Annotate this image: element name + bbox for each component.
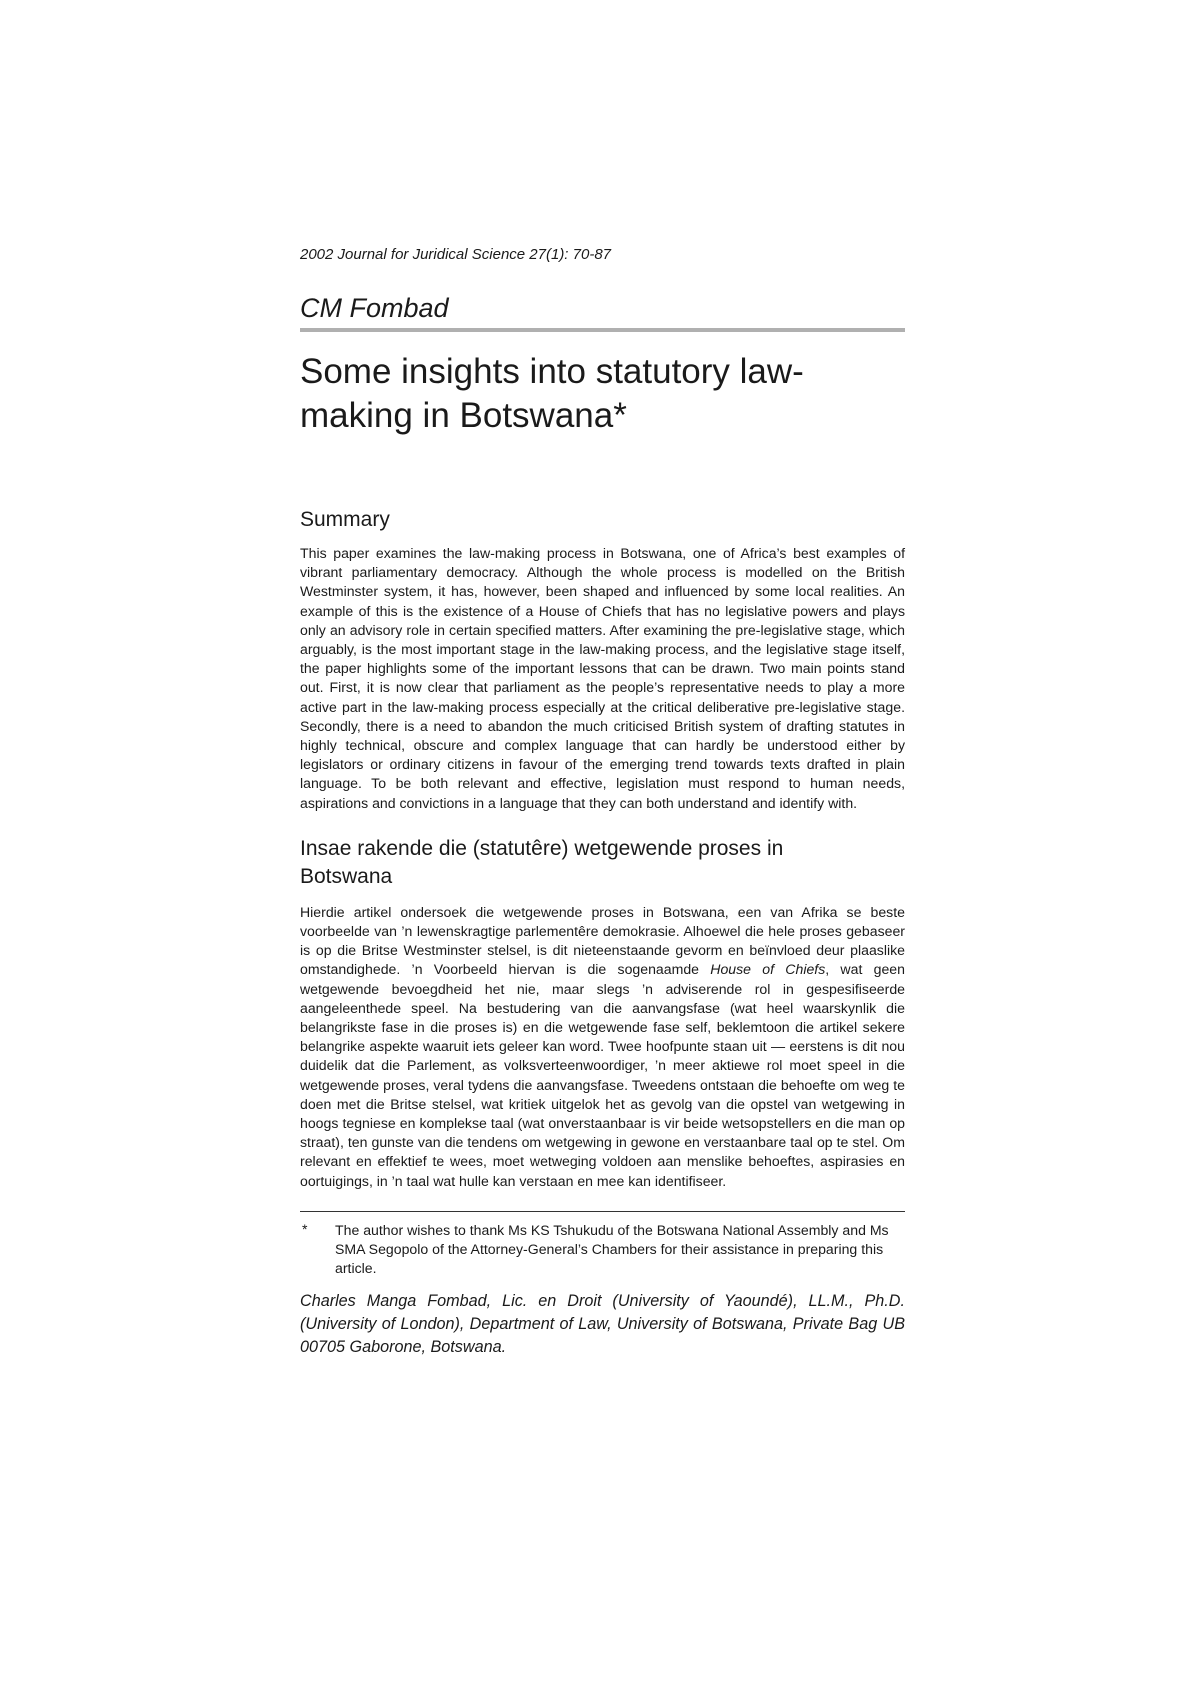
afrikaans-heading-line-2: Botswana — [300, 864, 393, 888]
summary-heading: Summary — [300, 508, 390, 531]
title-line-2: making in Botswana* — [300, 396, 627, 435]
afrikaans-text-part-1: Hierdie artikel ondersoek die wetgewende proses in Botswana, een van Afrika se beste voorbeelde van ’n lewenskragtige parlementêre demokrasie. Alhoewel die hele proses gebaseer is op die Britse Westminster stelsel, is dit nieteenstaande gevorm en beïnvloed deur plaaslike omstandighede. ’n Voorbeeld hiervan is die sogenaamde — [300, 903, 905, 978]
title-line-1: Some insights into statutory law- — [300, 352, 804, 391]
journal-reference: 2002 Journal for Juridical Science 27(1): 70-87 — [300, 246, 612, 263]
afrikaans-summary-text — [300, 903, 905, 1191]
footnote-mark: * — [302, 1220, 308, 1237]
afrikaans-text-part-2: , wat geen wetgewende bevoegdheid het nie, maar slegs ’n adviserende rol in gespesifiseerde aangeleenthede speel. Na bestudering van die aanvangsfase (wat heel waarskynlik die belangrikste fase in die proses is) en die wetgewende fase self, beklemtoon die artikel sekere belangrike aspekte waaruit iets geleer kan word. Twee hoofpunte staan uit — eerstens is dit nou duidelik dat die Parlement, as volksverteenwoordiger, ’n meer aktiewe rol moet speel in die wetgewende proses, veral tydens die aanvangsfase. Tweedens ontstaan die behoefte om weg te doen met die Britse stelsel, wat kritiek uitgelok het as gevolg van die opstel van wetgewing in hoogs tegniese en komplekse taal (wat onverstaanbaar is vir beide wetsopstellers en die man op straat), ten gunste van die tendens om wetgewing in gewone en verstaanbare taal op te stel. Om relevant en effektief te wees, moet wetweging voldoen aan menslike behoeftes, aspirasies en oortuigings, in ’n taal wat hulle kan verstaan en mee kan identifiseer. — [300, 961, 905, 1189]
afrikaans-heading-line-1: Insae rakende die (statutêre) wetgewende proses in — [300, 836, 784, 860]
afrikaans-text-italic: House of Chiefs — [710, 961, 826, 978]
article-title — [300, 350, 905, 438]
footnote — [300, 1211, 905, 1278]
article-first-page — [300, 245, 905, 1359]
afrikaans-heading — [300, 835, 905, 891]
footnote-text: The author wishes to thank Ms KS Tshukudu of the Botswana National Assembly and Ms SMA Segopolo of the Attorney-General’s Chambers for their assistance in preparing this article. — [335, 1221, 889, 1276]
author-name: CM Fombad — [300, 292, 905, 332]
summary-text: This paper examines the law-making process in Botswana, one of Africa’s best examples of vibrant parliamentary democracy. Although the whole process is modelled on the British Westminster system, it has, however, been shaped and influenced by some local realities. An example of this is the existence of a House of Chiefs that has no legislative powers and plays only an advisory role in certain specified matters. After examining the pre-legislative stage, which arguably, is the most important stage in the law-making process, and the legislative stage itself, the paper highlights some of the important lessons that can be drawn. Two main points stand out. First, it is now clear that parliament as the people’s representative needs to play a more active part in the law-making process especially at the critical deliberative pre-legislative stage. Secondly, there is a need to abandon the much criticised British system of drafting statutes in highly technical, obscure and complex language that can hardly be understood either by legislators or ordinary citizens in favour of the emerging trend towards texts drafted in plain language. To be both relevant and effective, legislation must respond to human needs, aspirations and convictions in a language that they can both understand and identify with. — [300, 545, 905, 811]
author-affiliation: Charles Manga Fombad, Lic. en Droit (University of Yaoundé), LL.M., Ph.D. (University of London), Department of Law, University of Botswana, Private Bag UB 00705 Gaborone, Botswana. — [300, 1291, 905, 1356]
